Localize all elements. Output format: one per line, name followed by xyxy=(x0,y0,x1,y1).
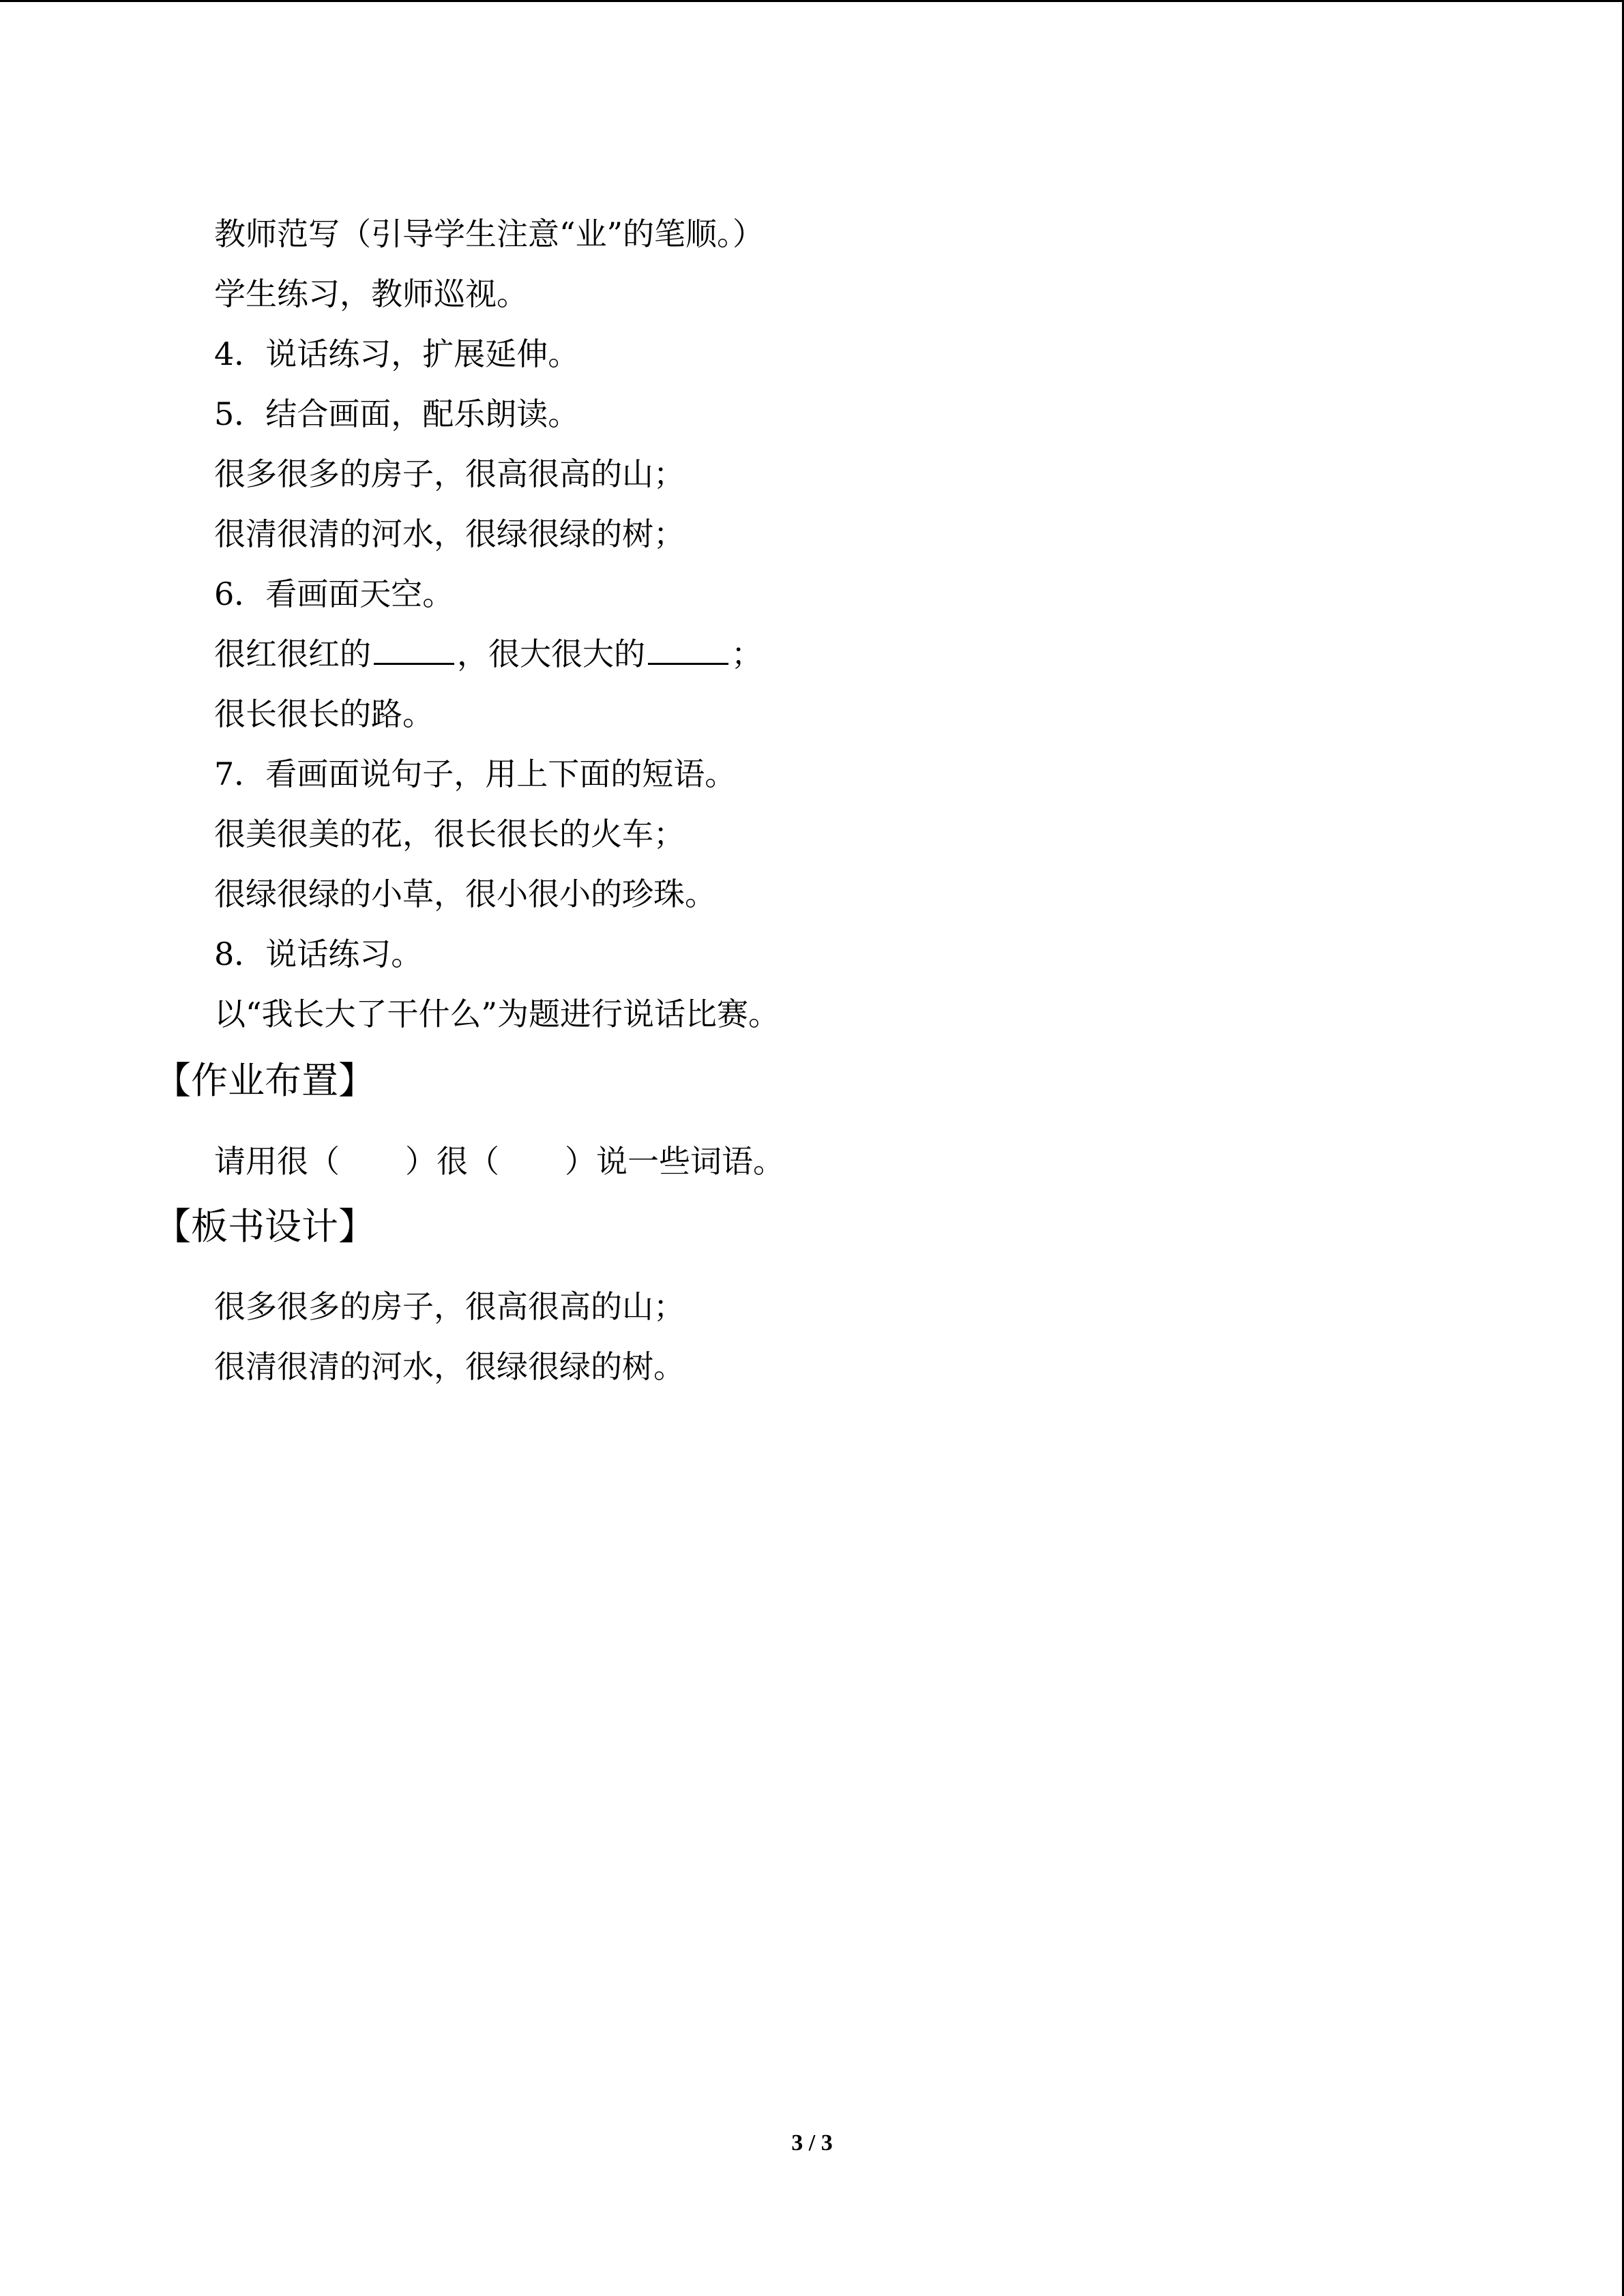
homework-text-part2: ）很（ xyxy=(405,1143,499,1180)
text-line: 5．结合画面，配乐朗读。 xyxy=(214,396,580,432)
fill-text-part2: ，很大很大的 xyxy=(457,636,645,672)
board-line: 很多很多的房子，很高很高的山； xyxy=(214,1288,685,1325)
fill-in-line xyxy=(214,633,763,674)
text-line: 以“我长大了干什么”为题进行说话比赛。 xyxy=(214,996,780,1032)
text-line: 很清很清的河水，很绿很绿的树； xyxy=(214,516,685,552)
fill-blank-2 xyxy=(648,634,728,665)
text-line: 8．说话练习。 xyxy=(214,936,423,972)
page-number: 3 / 3 xyxy=(791,2130,833,2156)
text-line: 很美很美的花，很长很长的火车； xyxy=(214,816,685,852)
homework-line xyxy=(214,1141,784,1182)
text-line: 学生练习，教师巡视。 xyxy=(214,275,528,312)
homework-text-part3: ）说一些词语。 xyxy=(565,1143,784,1180)
fill-text-part3: ； xyxy=(731,636,763,672)
text-line: 7．看画面说句子，用上下面的短语。 xyxy=(214,756,737,792)
text-line: 4．说话练习，扩展延伸。 xyxy=(214,336,580,372)
text-line: 教师范写（引导学生注意“业”的笔顺。） xyxy=(214,215,765,252)
fill-blank-1 xyxy=(374,634,454,665)
fill-text-part1: 很红很红的 xyxy=(214,636,371,672)
homework-heading: 【作业布置】 xyxy=(154,1059,375,1102)
text-line: 很绿很绿的小草，很小很小的珍珠。 xyxy=(214,876,716,912)
text-line: 6．看画面天空。 xyxy=(214,576,454,612)
homework-text-part1: 请用很（ xyxy=(214,1143,340,1180)
board-design-heading: 【板书设计】 xyxy=(154,1205,375,1248)
text-line: 很多很多的房子，很高很高的山； xyxy=(214,456,685,492)
board-line: 很清很清的河水，很绿很绿的树。 xyxy=(214,1348,685,1385)
top-border-rule xyxy=(0,0,1624,2)
text-line: 很长很长的路。 xyxy=(214,696,434,732)
